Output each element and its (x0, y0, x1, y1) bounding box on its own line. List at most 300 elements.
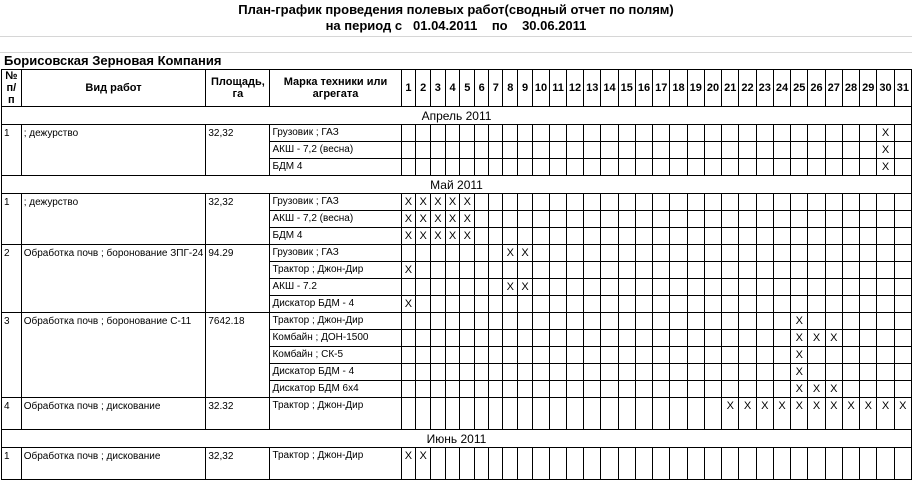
column-header-machine: Марка техники или агрегата (270, 70, 401, 107)
day-cell (566, 245, 583, 262)
day-cell (842, 448, 859, 480)
day-cell (618, 142, 635, 159)
day-cell (601, 347, 618, 364)
day-cell (860, 364, 877, 381)
day-cell (687, 398, 704, 430)
day-cell (401, 313, 416, 330)
column-header-day: 24 (773, 70, 790, 107)
day-mark: X (756, 398, 773, 430)
day-cell (808, 194, 825, 211)
day-cell (842, 211, 859, 228)
day-mark: X (791, 381, 808, 398)
day-cell (566, 296, 583, 313)
day-mark: X (722, 398, 739, 430)
day-cell (460, 296, 475, 313)
day-cell (503, 347, 518, 364)
day-cell (532, 381, 549, 398)
day-cell (445, 245, 460, 262)
day-cell (756, 296, 773, 313)
table-header-row (2, 70, 912, 107)
row-num: 4 (2, 398, 22, 430)
machine-name: Трактор ; Джон-Дир (270, 398, 401, 430)
day-cell (722, 142, 739, 159)
day-cell (584, 159, 601, 176)
day-cell (489, 398, 503, 430)
period-date-to: 30.06.2011 (522, 18, 587, 33)
machine-name: Грузовик ; ГАЗ (270, 194, 401, 211)
day-cell (445, 279, 460, 296)
column-header-day: 6 (475, 70, 489, 107)
day-cell (670, 245, 687, 262)
day-cell (704, 279, 721, 296)
day-cell (532, 296, 549, 313)
work-type: Обработка почв ; дискование (21, 398, 206, 430)
area-value: 94.29 (206, 245, 270, 313)
machine-name: Трактор ; Джон-Дир (270, 262, 401, 279)
day-cell (584, 228, 601, 245)
day-cell (756, 245, 773, 262)
day-cell (489, 245, 503, 262)
day-cell (401, 125, 416, 142)
area-value: 32.32 (206, 398, 270, 430)
day-cell (618, 262, 635, 279)
day-cell (687, 448, 704, 480)
work-type: Обработка почв ; боронование С-11 (21, 313, 206, 398)
column-header-day: 2 (416, 70, 431, 107)
day-cell (791, 448, 808, 480)
day-cell (532, 125, 549, 142)
day-cell (566, 279, 583, 296)
report-title: План-график проведения полевых работ(сводный отчет по полям) (238, 2, 674, 17)
column-header-day: 29 (860, 70, 877, 107)
day-cell (739, 330, 756, 347)
table-row (2, 313, 912, 330)
day-mark: X (460, 211, 475, 228)
day-cell (503, 381, 518, 398)
column-header-day: 11 (550, 70, 567, 107)
day-cell (475, 262, 489, 279)
day-cell (532, 228, 549, 245)
day-cell (842, 194, 859, 211)
day-cell (877, 347, 894, 364)
day-cell (431, 448, 446, 480)
day-cell (860, 228, 877, 245)
day-cell (445, 381, 460, 398)
day-cell (670, 262, 687, 279)
day-cell (739, 159, 756, 176)
day-cell (773, 364, 790, 381)
day-cell (653, 296, 670, 313)
day-cell (635, 330, 652, 347)
day-cell (670, 347, 687, 364)
day-cell (860, 448, 877, 480)
day-cell (460, 448, 475, 480)
day-cell (460, 398, 475, 430)
day-cell (825, 142, 842, 159)
day-cell (475, 279, 489, 296)
day-cell (416, 296, 431, 313)
day-cell (687, 159, 704, 176)
day-cell (550, 381, 567, 398)
row-num: 1 (2, 448, 22, 480)
day-cell (550, 194, 567, 211)
day-cell (601, 279, 618, 296)
day-cell (584, 245, 601, 262)
machine-name: Дискатор БДМ - 4 (270, 364, 401, 381)
day-mark: X (877, 142, 894, 159)
day-mark: X (791, 347, 808, 364)
day-cell (842, 245, 859, 262)
day-cell (722, 159, 739, 176)
day-cell (416, 381, 431, 398)
month-row (2, 176, 912, 194)
day-cell (635, 142, 652, 159)
day-cell (756, 364, 773, 381)
day-cell (842, 330, 859, 347)
day-cell (704, 262, 721, 279)
day-cell (825, 296, 842, 313)
day-cell (503, 159, 518, 176)
day-cell (566, 194, 583, 211)
day-mark: X (877, 125, 894, 142)
day-cell (704, 159, 721, 176)
day-cell (687, 296, 704, 313)
day-cell (877, 262, 894, 279)
day-mark: X (401, 228, 416, 245)
day-cell (842, 262, 859, 279)
day-cell (635, 296, 652, 313)
day-cell (739, 448, 756, 480)
column-header-day: 12 (566, 70, 583, 107)
day-cell (722, 381, 739, 398)
day-cell (532, 330, 549, 347)
day-cell (566, 364, 583, 381)
day-cell (431, 142, 446, 159)
day-cell (722, 330, 739, 347)
day-mark: X (416, 228, 431, 245)
day-cell (431, 398, 446, 430)
day-cell (894, 142, 911, 159)
day-cell (431, 381, 446, 398)
day-cell (550, 448, 567, 480)
day-cell (842, 228, 859, 245)
day-cell (653, 211, 670, 228)
day-cell (489, 211, 503, 228)
day-cell (489, 194, 503, 211)
work-type: Обработка почв ; боронование ЗПГ-24 (21, 245, 206, 313)
day-cell (842, 381, 859, 398)
day-cell (584, 142, 601, 159)
day-cell (842, 125, 859, 142)
day-cell (618, 381, 635, 398)
day-cell (791, 159, 808, 176)
day-cell (635, 364, 652, 381)
day-cell (416, 330, 431, 347)
day-cell (808, 228, 825, 245)
day-cell (401, 245, 416, 262)
day-cell (773, 142, 790, 159)
day-cell (670, 194, 687, 211)
day-cell (475, 364, 489, 381)
column-header-day: 15 (618, 70, 635, 107)
day-cell (475, 448, 489, 480)
day-cell (584, 262, 601, 279)
day-cell (618, 211, 635, 228)
day-cell (445, 364, 460, 381)
day-cell (618, 296, 635, 313)
day-cell (532, 448, 549, 480)
machine-name: Комбайн ; СК-5 (270, 347, 401, 364)
day-cell (532, 194, 549, 211)
day-cell (550, 330, 567, 347)
day-cell (877, 228, 894, 245)
column-header-day: 14 (601, 70, 618, 107)
day-cell (532, 313, 549, 330)
day-cell (460, 142, 475, 159)
day-cell (653, 125, 670, 142)
day-cell (431, 313, 446, 330)
day-cell (756, 313, 773, 330)
day-cell (825, 245, 842, 262)
day-cell (670, 228, 687, 245)
day-cell (808, 448, 825, 480)
day-cell (635, 245, 652, 262)
day-cell (825, 125, 842, 142)
day-cell (704, 142, 721, 159)
day-cell (584, 313, 601, 330)
day-cell (566, 347, 583, 364)
day-cell (808, 262, 825, 279)
day-cell (739, 228, 756, 245)
day-cell (550, 245, 567, 262)
day-cell (739, 125, 756, 142)
day-mark: X (842, 398, 859, 430)
day-cell (475, 125, 489, 142)
day-cell (566, 142, 583, 159)
table-row (2, 398, 912, 430)
day-cell (431, 262, 446, 279)
day-cell (518, 262, 533, 279)
day-cell (601, 364, 618, 381)
day-cell (618, 347, 635, 364)
day-cell (808, 279, 825, 296)
day-cell (825, 159, 842, 176)
day-cell (687, 381, 704, 398)
day-cell (722, 448, 739, 480)
day-cell (618, 313, 635, 330)
day-cell (445, 398, 460, 430)
day-cell (635, 279, 652, 296)
day-cell (773, 125, 790, 142)
day-cell (550, 228, 567, 245)
day-mark: X (791, 364, 808, 381)
column-header-day: 26 (808, 70, 825, 107)
day-cell (618, 398, 635, 430)
day-cell (687, 262, 704, 279)
column-header-day: 9 (518, 70, 533, 107)
day-cell (704, 211, 721, 228)
day-cell (825, 211, 842, 228)
day-mark: X (431, 194, 446, 211)
day-cell (704, 381, 721, 398)
day-cell (460, 279, 475, 296)
day-cell (756, 448, 773, 480)
day-cell (518, 228, 533, 245)
day-cell (722, 228, 739, 245)
day-cell (877, 330, 894, 347)
day-cell (618, 448, 635, 480)
report-header (0, 0, 912, 54)
column-header-day: 4 (445, 70, 460, 107)
day-cell (460, 159, 475, 176)
period-prefix: на период с (325, 18, 403, 33)
column-header-day: 25 (791, 70, 808, 107)
day-cell (894, 211, 911, 228)
day-cell (670, 211, 687, 228)
day-cell (416, 159, 431, 176)
day-cell (401, 159, 416, 176)
day-cell (756, 228, 773, 245)
day-cell (431, 125, 446, 142)
day-cell (489, 159, 503, 176)
machine-name: БДМ 4 (270, 159, 401, 176)
day-cell (460, 245, 475, 262)
day-mark: X (791, 330, 808, 347)
day-cell (808, 142, 825, 159)
day-cell (739, 245, 756, 262)
row-num: 3 (2, 313, 22, 398)
day-cell (860, 330, 877, 347)
day-cell (722, 279, 739, 296)
day-cell (704, 245, 721, 262)
day-cell (489, 125, 503, 142)
day-cell (722, 364, 739, 381)
day-cell (489, 381, 503, 398)
day-cell (877, 211, 894, 228)
day-cell (722, 245, 739, 262)
day-mark: X (808, 381, 825, 398)
day-cell (791, 228, 808, 245)
day-mark: X (825, 398, 842, 430)
day-cell (894, 313, 911, 330)
day-cell (825, 313, 842, 330)
day-cell (825, 228, 842, 245)
day-cell (532, 398, 549, 430)
day-cell (773, 228, 790, 245)
day-cell (584, 381, 601, 398)
day-cell (431, 159, 446, 176)
day-cell (704, 364, 721, 381)
day-cell (773, 211, 790, 228)
day-cell (773, 330, 790, 347)
day-cell (773, 245, 790, 262)
day-cell (584, 330, 601, 347)
day-cell (635, 347, 652, 364)
day-cell (550, 262, 567, 279)
day-cell (532, 364, 549, 381)
day-mark: X (739, 398, 756, 430)
day-cell (416, 313, 431, 330)
area-value: 32,32 (206, 125, 270, 176)
column-header-day: 23 (756, 70, 773, 107)
day-cell (489, 330, 503, 347)
day-cell (791, 125, 808, 142)
day-cell (401, 398, 416, 430)
machine-name: Дискатор БДМ - 4 (270, 296, 401, 313)
day-cell (445, 330, 460, 347)
day-cell (618, 279, 635, 296)
machine-name: Дискатор БДМ 6х4 (270, 381, 401, 398)
day-cell (550, 142, 567, 159)
day-cell (894, 364, 911, 381)
day-cell (773, 159, 790, 176)
day-cell (601, 398, 618, 430)
day-cell (460, 330, 475, 347)
day-mark: X (808, 398, 825, 430)
day-cell (618, 330, 635, 347)
day-cell (842, 313, 859, 330)
day-cell (653, 313, 670, 330)
day-cell (503, 262, 518, 279)
day-cell (566, 159, 583, 176)
row-num: 2 (2, 245, 22, 313)
day-mark: X (460, 194, 475, 211)
day-cell (670, 125, 687, 142)
day-cell (635, 448, 652, 480)
day-cell (518, 211, 533, 228)
day-cell (445, 262, 460, 279)
day-cell (566, 262, 583, 279)
day-cell (773, 296, 790, 313)
day-cell (894, 125, 911, 142)
day-cell (877, 194, 894, 211)
day-cell (532, 279, 549, 296)
day-cell (416, 279, 431, 296)
machine-name: Трактор ; Джон-Дир (270, 448, 401, 480)
machine-name: АКШ - 7,2 (весна) (270, 211, 401, 228)
day-mark: X (825, 381, 842, 398)
day-cell (791, 262, 808, 279)
day-cell (475, 245, 489, 262)
day-cell (894, 228, 911, 245)
day-mark: X (808, 330, 825, 347)
day-cell (756, 262, 773, 279)
day-cell (877, 313, 894, 330)
day-cell (601, 262, 618, 279)
day-cell (722, 262, 739, 279)
column-header-day: 21 (722, 70, 739, 107)
day-cell (518, 398, 533, 430)
day-cell (460, 381, 475, 398)
day-cell (503, 228, 518, 245)
day-cell (670, 296, 687, 313)
day-cell (489, 347, 503, 364)
day-cell (460, 347, 475, 364)
column-header-day: 31 (894, 70, 911, 107)
day-mark: X (791, 398, 808, 430)
day-cell (601, 125, 618, 142)
day-cell (584, 398, 601, 430)
table-row (2, 194, 912, 211)
month-label: Июнь 2011 (2, 430, 912, 448)
day-cell (601, 159, 618, 176)
day-mark: X (503, 245, 518, 262)
work-type: Обработка почв ; дискование (21, 448, 206, 480)
day-cell (431, 347, 446, 364)
day-cell (825, 194, 842, 211)
column-header-work: Вид работ (21, 70, 206, 107)
day-cell (894, 448, 911, 480)
